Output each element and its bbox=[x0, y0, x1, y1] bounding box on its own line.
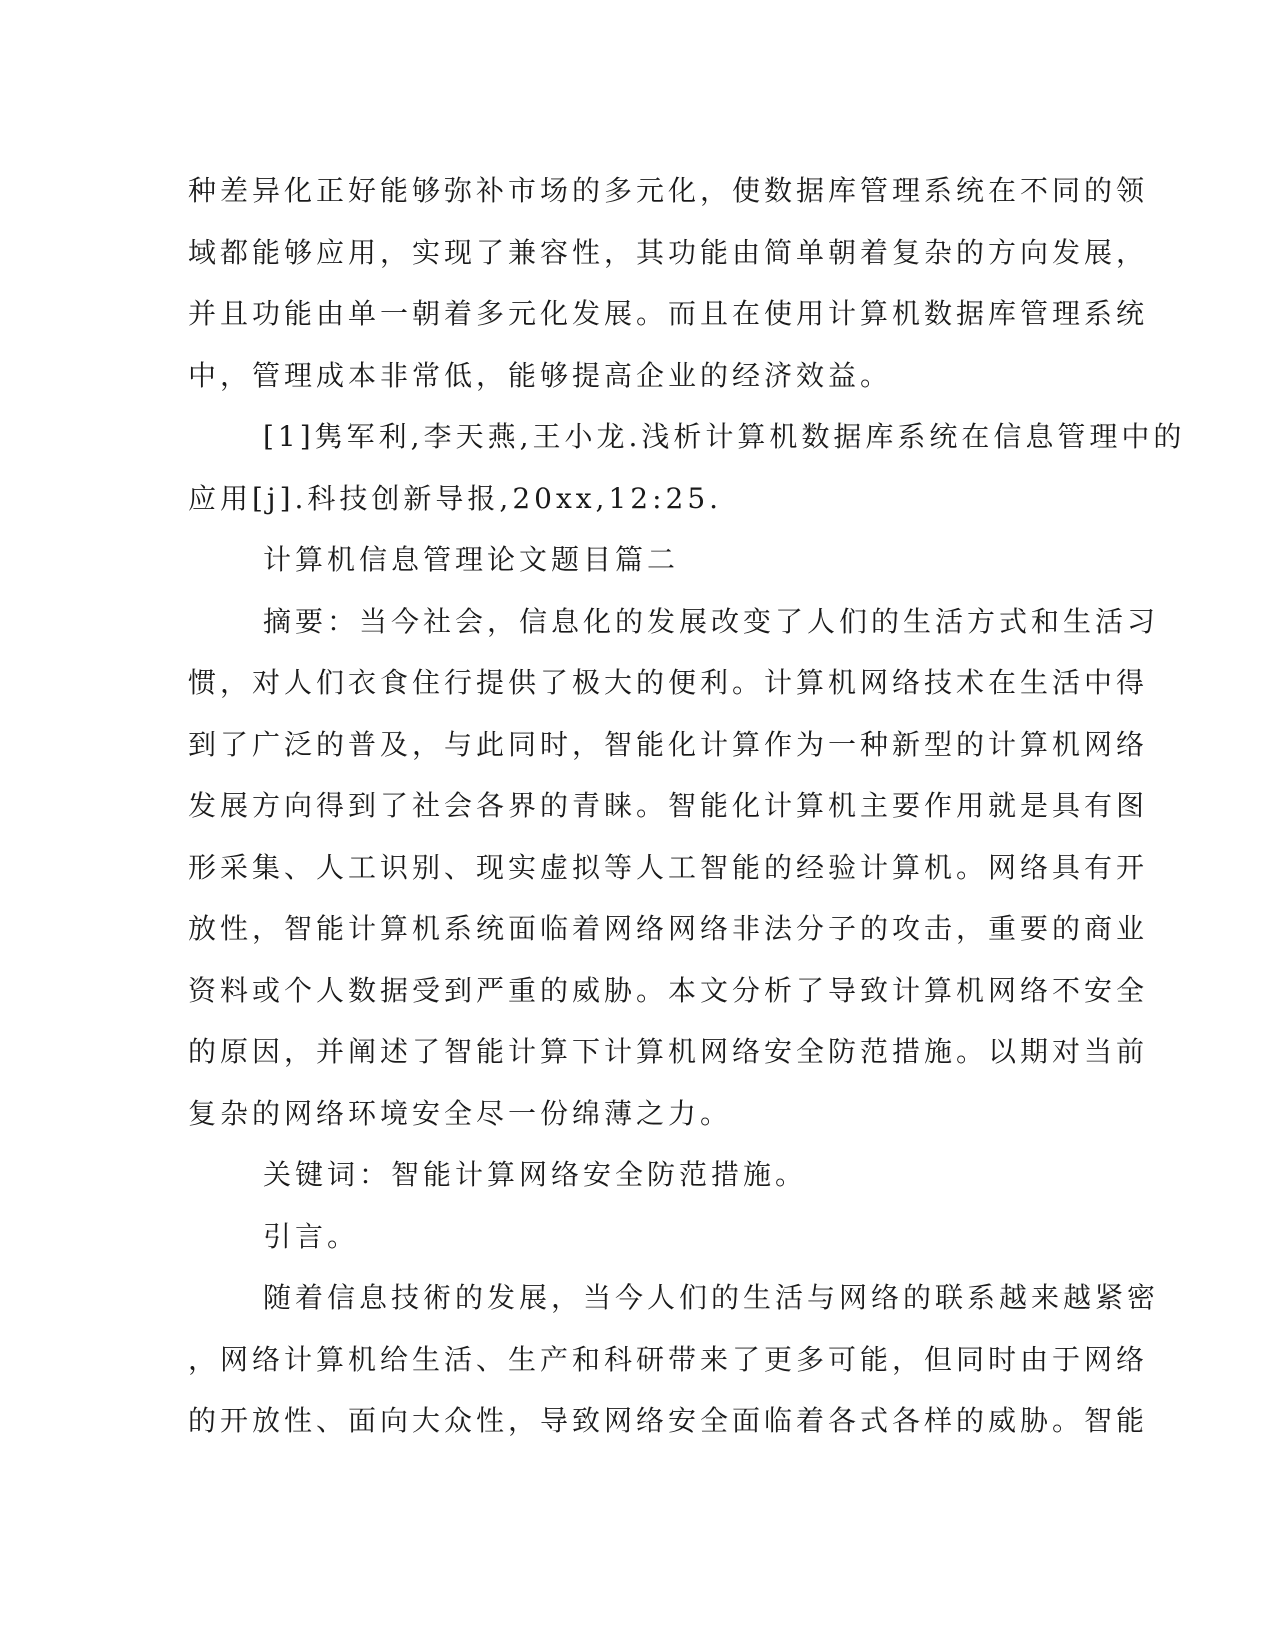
abstract-line: 复杂的网络环境安全尽一份绵薄之力。 bbox=[188, 1096, 733, 1130]
text-line: 种差异化正好能够弥补市场的多元化，使数据库管理系统在不同的领 bbox=[188, 174, 1149, 207]
body-line: ，网络计算机给生活、生产和科研带来了更多可能，但同时由于网络 bbox=[188, 1342, 1149, 1376]
document-body bbox=[188, 160, 1186, 1452]
abstract-line: 的原因，并阐述了智能计算下计算机网络安全防范措施。以期对当前 bbox=[188, 1035, 1149, 1068]
abstract-line: 形采集、人工识别、现实虚拟等人工智能的经验计算机。网络具有开 bbox=[188, 850, 1149, 884]
text-line: 中，管理成本非常低，能够提高企业的经济效益。 bbox=[188, 358, 893, 392]
abstract-line: 资料或个人数据受到严重的威胁。本文分析了导致计算机网络不安全 bbox=[188, 973, 1149, 1007]
text-line: 域都能够应用，实现了兼容性，其功能由简单朝着复杂的方向发展， bbox=[188, 235, 1149, 269]
abstract-line: 惯，对人们衣食住行提供了极大的便利。计算机网络技术在生活中得 bbox=[188, 666, 1149, 699]
abstract-line: 摘要：当今社会，信息化的发展改变了人们的生活方式和生活习 bbox=[263, 604, 1160, 638]
abstract-line: 放性，智能计算机系统面临着网络网络非法分子的攻击，重要的商业 bbox=[188, 912, 1149, 945]
heading-introduction: 引言。 bbox=[263, 1219, 360, 1253]
text-line: 并且功能由单一朝着多元化发展。而且在使用计算机数据库管理系统 bbox=[188, 297, 1149, 330]
keywords-line: 关键词：智能计算网络安全防范措施。 bbox=[263, 1158, 808, 1191]
abstract-line: 到了广泛的普及，与此同时，智能化计算作为一种新型的计算机网络 bbox=[188, 727, 1149, 761]
reference-line: 应用[j].科技创新导报,20xx,12:25. bbox=[188, 481, 723, 515]
section-title: 计算机信息管理论文题目篇二 bbox=[263, 543, 680, 576]
body-line: 的开放性、面向大众性，导致网络安全面临着各式各样的威胁。智能 bbox=[188, 1404, 1149, 1437]
abstract-line: 发展方向得到了社会各界的青睐。智能化计算机主要作用就是具有图 bbox=[188, 789, 1149, 822]
reference-line: [1]隽军利,李天燕,王小龙.浅析计算机数据库系统在信息管理中的 bbox=[263, 420, 1186, 453]
body-line: 随着信息技術的发展，当今人们的生活与网络的联系越来越紧密 bbox=[263, 1281, 1160, 1314]
